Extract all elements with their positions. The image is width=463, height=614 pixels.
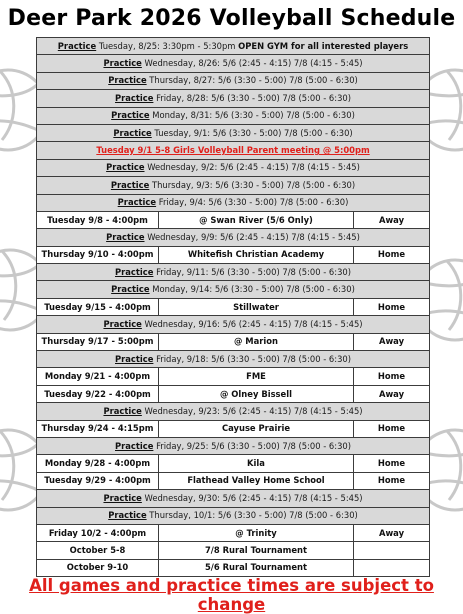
practice-row (37, 229, 430, 246)
page-title: Deer Park 2026 Volleyball Schedule (7, 6, 456, 31)
game-date: Tuesday 9/8 - 4:00pm (37, 211, 159, 228)
practice-details: Thursday, 9/3: 5/6 (3:30 - 5:00) 7/8 (5:00 - 6:30) (151, 179, 356, 190)
schedule-cell (37, 437, 430, 454)
practice-details: Wednesday, 8/26: 5/6 (2:45 - 4:15) 7/8 (4:15 - 5:45) (144, 58, 363, 69)
game-opponent: Whitefish Christian Academy (159, 246, 354, 263)
game-row (37, 559, 430, 576)
game-date: Tuesday 9/22 - 4:00pm (37, 385, 159, 402)
schedule-cell (37, 107, 430, 124)
practice-details: Wednesday, 9/23: 5/6 (2:45 - 4:15) 7/8 (4:15 - 5:45) (144, 405, 363, 416)
game-site: Home (354, 298, 430, 315)
game-site: Home (354, 246, 430, 263)
practice-details: Friday, 9/11: 5/6 (3:30 - 5:00) 7/8 (5:00 - 6:30) (156, 266, 352, 277)
schedule-cell (37, 316, 430, 333)
game-opponent: @ Swan River (5/6 Only) (159, 211, 354, 228)
game-date: Tuesday 9/15 - 4:00pm (37, 298, 159, 315)
practice-label: Practice (115, 353, 154, 364)
game-site: Home (354, 420, 430, 437)
schedule-cell (37, 72, 430, 89)
practice-row (37, 72, 430, 89)
practice-details: Friday, 9/4: 5/6 (3:30 - 5:00) 7/8 (5:00 - 6:30) (158, 197, 349, 208)
game-row (37, 455, 430, 472)
schedule-cell (37, 351, 430, 368)
practice-row (37, 194, 430, 211)
schedule-table (36, 37, 430, 577)
game-date: Friday 10/2 - 4:00pm (37, 524, 159, 541)
practice-details: Thursday, 10/1: 5/6 (3:30 - 5:00) 7/8 (5:00 - 6:30) (149, 510, 358, 521)
practice-label: Practice (103, 492, 142, 503)
schedule-cell (37, 177, 430, 194)
game-site (354, 559, 430, 576)
schedule-cell (37, 55, 430, 72)
game-date: Monday 9/28 - 4:00pm (37, 455, 159, 472)
schedule-cell (37, 490, 430, 507)
practice-row (37, 437, 430, 454)
practice-row (37, 351, 430, 368)
schedule-cell (37, 90, 430, 107)
game-site: Home (354, 455, 430, 472)
game-opponent: FME (159, 368, 354, 385)
game-opponent: @ Marion (159, 333, 354, 350)
game-opponent: 7/8 Rural Tournament (159, 542, 354, 559)
practice-row (37, 124, 430, 141)
practice-label: Practice (106, 231, 145, 242)
practice-label: Practice (108, 510, 147, 521)
practice-row (37, 38, 430, 55)
game-date: Tuesday 9/29 - 4:00pm (37, 472, 159, 489)
game-date: Monday 9/21 - 4:00pm (37, 368, 159, 385)
practice-details: Wednesday, 9/9: 5/6 (2:45 - 4:15) 7/8 (4:15 - 5:45) (147, 231, 360, 242)
game-row (37, 542, 430, 559)
practice-label: Practice (103, 318, 142, 329)
practice-label: Practice (111, 110, 150, 121)
practice-label: Practice (115, 440, 154, 451)
practice-details: Wednesday, 9/2: 5/6 (2:45 - 4:15) 7/8 (4:15 - 5:45) (147, 162, 360, 173)
schedule-cell (37, 403, 430, 420)
game-opponent: Cayuse Prairie (159, 420, 354, 437)
game-row (37, 333, 430, 350)
practice-details: Tuesday, 9/1: 5/6 (3:30 - 5:00) 7/8 (5:00 - 6:30) (154, 127, 353, 138)
practice-label: Practice (106, 162, 145, 173)
schedule-cell (37, 159, 430, 176)
meeting-text: Tuesday 9/1 5-8 Girls Volleyball Parent meeting @ 5:00pm (96, 145, 370, 156)
practice-label: Practice (110, 179, 150, 190)
game-row (37, 385, 430, 402)
practice-label: Practice (115, 92, 154, 103)
game-site: Away (354, 524, 430, 541)
game-date: October 5-8 (37, 542, 159, 559)
practice-row (37, 159, 430, 176)
practice-row (37, 177, 430, 194)
practice-details: Monday, 8/31: 5/6 (3:30 - 5:00) 7/8 (5:00 - 6:30) (152, 110, 355, 121)
game-opponent: Kila (159, 455, 354, 472)
game-date: Thursday 9/17 - 5:00pm (37, 333, 159, 350)
practice-details: Wednesday, 9/30: 5/6 (2:45 - 4:15) 7/8 (4:15 - 5:45) (144, 492, 363, 503)
game-opponent: @ Trinity (159, 524, 354, 541)
game-date: October 9-10 (37, 559, 159, 576)
practice-label: Practice (117, 197, 157, 208)
practice-label: Practice (108, 75, 147, 86)
practice-row (37, 490, 430, 507)
game-row (37, 368, 430, 385)
practice-row (37, 281, 430, 298)
schedule-cell (37, 229, 430, 246)
game-row (37, 211, 430, 228)
schedule-cell (37, 142, 430, 159)
practice-label: Practice (57, 40, 97, 51)
practice-row (37, 55, 430, 72)
practice-details: Thursday, 8/27: 5/6 (3:30 - 5:00) 7/8 (5:00 - 6:30) (149, 75, 358, 86)
game-site: Home (354, 472, 430, 489)
practice-row (37, 107, 430, 124)
game-row (37, 246, 430, 263)
game-opponent: Flathead Valley Home School (159, 472, 354, 489)
practice-label: Practice (115, 266, 154, 277)
game-row (37, 420, 430, 437)
game-row (37, 524, 430, 541)
practice-label: Practice (113, 127, 152, 138)
game-site: Home (354, 368, 430, 385)
practice-details: Tuesday, 8/25: 3:30pm - 5:30pm (98, 40, 239, 51)
schedule-cell (37, 281, 430, 298)
schedule-cell (37, 194, 430, 211)
practice-details: Friday, 9/25: 5/6 (3:30 - 5:00) 7/8 (5:00 - 6:30) (156, 440, 352, 451)
practice-row (37, 507, 430, 524)
game-site: Away (354, 211, 430, 228)
game-site: Away (354, 385, 430, 402)
game-date: Thursday 9/10 - 4:00pm (37, 246, 159, 263)
schedule-cell (37, 507, 430, 524)
practice-details: Friday, 9/18: 5/6 (3:30 - 5:00) 7/8 (5:00 - 6:30) (156, 353, 352, 364)
practice-note: OPEN GYM for all interested players (238, 40, 409, 51)
schedule-cell (37, 38, 430, 55)
practice-row (37, 316, 430, 333)
game-row (37, 298, 430, 315)
game-opponent: Stillwater (159, 298, 354, 315)
game-date: Thursday 9/24 - 4:15pm (37, 420, 159, 437)
practice-label: Practice (103, 58, 142, 69)
practice-details: Wednesday, 9/16: 5/6 (2:45 - 4:15) 7/8 (4:15 - 5:45) (144, 318, 363, 329)
meeting-row (37, 142, 430, 159)
disclaimer-footer: All games and practice times are subject to change (29, 576, 434, 614)
practice-details: Friday, 8/28: 5/6 (3:30 - 5:00) 7/8 (5:00 - 6:30) (156, 92, 352, 103)
practice-row (37, 90, 430, 107)
game-opponent: 5/6 Rural Tournament (159, 559, 354, 576)
practice-details: Monday, 9/14: 5/6 (3:30 - 5:00) 7/8 (5:00 - 6:30) (152, 284, 355, 295)
game-opponent: @ Olney Bissell (159, 385, 354, 402)
schedule-cell (37, 124, 430, 141)
practice-row (37, 264, 430, 281)
game-row (37, 472, 430, 489)
practice-label: Practice (111, 284, 150, 295)
game-site: Away (354, 333, 430, 350)
practice-row (37, 403, 430, 420)
practice-label: Practice (103, 405, 142, 416)
game-site (354, 542, 430, 559)
schedule-cell (37, 264, 430, 281)
